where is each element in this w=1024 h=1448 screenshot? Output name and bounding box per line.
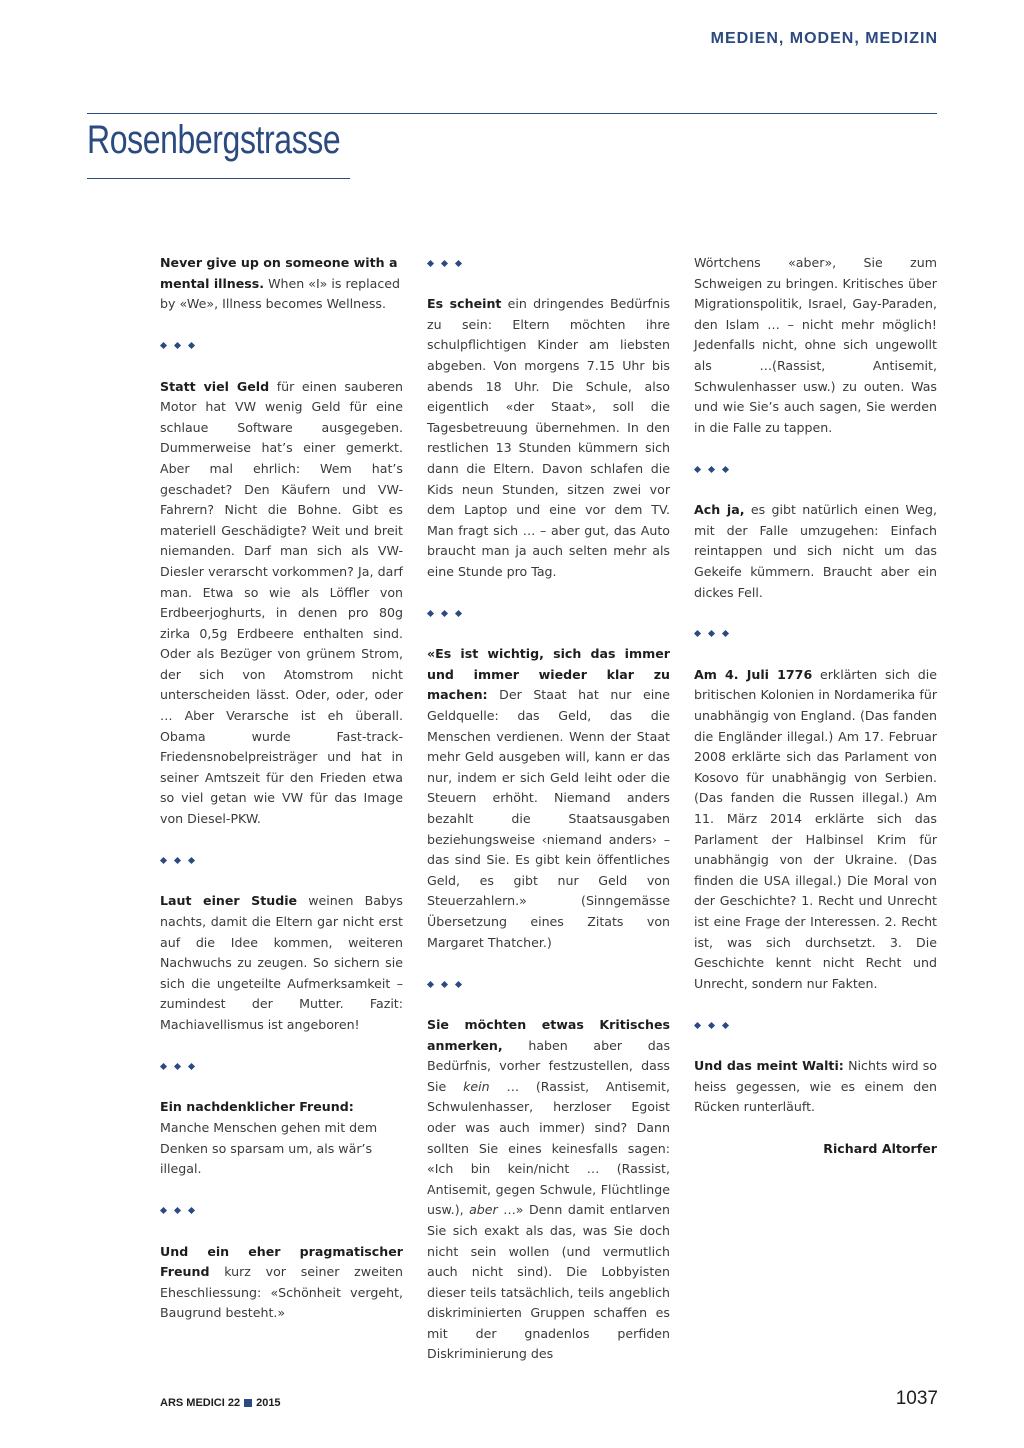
column-3: [694, 253, 937, 1180]
diamond-icon: [174, 1063, 181, 1070]
lead-text: Und ein eher pragmatischer Freund: [160, 1243, 403, 1280]
diamond-icon: [160, 342, 167, 349]
title-underline: [87, 178, 350, 179]
diamond-icon: [455, 260, 462, 267]
diamond-icon: [694, 630, 701, 637]
diamond-icon: [427, 610, 434, 617]
author-name: Richard Altorfer: [823, 1140, 937, 1156]
column-1: [160, 253, 403, 1344]
body-text: weinen Babys nachts, damit die Eltern gar nicht erst auf die Idee kommen, weiteren Nachwuchs zu zeugen. So sichern sie sich die ungeteilte Aufmerksamkeit – zumindest der Mutter. Fazit: Machiavellismus ist angeboren!: [160, 893, 403, 1032]
diamond-icon: [708, 1022, 715, 1029]
body-text: kurz vor seiner zweiten Eheschliessung: «Schönheit vergeht, Baugrund besteht.»: [160, 1264, 403, 1321]
paragraph: [694, 1056, 937, 1118]
diamond-icon: [455, 610, 462, 617]
lead-text: Laut einer Studie: [160, 893, 298, 909]
diamond-icon: [160, 1063, 167, 1070]
lead-text: «Es ist wichtig, sich das immer und immer wieder klar zu machen:: [427, 646, 670, 703]
diamond-icon: [427, 260, 434, 267]
lead-text: Ach ja,: [694, 502, 745, 518]
lead-text: Never give up on someone with a mental illness.: [160, 255, 398, 291]
square-icon: [244, 1399, 252, 1407]
diamond-icon: [441, 610, 448, 617]
diamond-icon: [160, 1207, 167, 1214]
lead-text: Statt viel Geld: [160, 378, 270, 394]
paragraph: [694, 665, 937, 995]
body-text: Nichts wird so heiss gegessen, wie es einem den Rücken runterläuft.: [694, 1058, 937, 1115]
paragraph: [427, 294, 670, 582]
diamond-icon: [188, 1207, 195, 1214]
journal-footer: [160, 1397, 281, 1409]
diamond-icon: [708, 466, 715, 473]
diamond-icon: [441, 981, 448, 988]
diamond-icon: [455, 981, 462, 988]
diamond-icon: [722, 630, 729, 637]
page-number: 1037: [895, 1388, 938, 1409]
diamond-icon: [160, 857, 167, 864]
diamond-icon: [174, 1207, 181, 1214]
diamond-icon: [188, 857, 195, 864]
body-text: Manche Menschen gehen mit dem Denken so sparsam um, als wär’s illegal.: [160, 1119, 378, 1177]
diamond-icon: [174, 857, 181, 864]
body-text: Wörtchens «aber», Sie zum Schweigen zu bringen. Kritisches über Migrationspolitik, Israel, Gay-Paraden, den Islam … – nicht mehr möglich! Jedenfalls nicht, ohne sich ungewollt als …(Rassist, Antisemit, Schwulenhasser usw.) zu outen. Was und wie Sie’s auch sagen, Sie werden in die Falle zu tappen.: [694, 255, 937, 435]
emphasis-text: aber: [469, 1202, 498, 1218]
lead-text: Es scheint: [427, 296, 502, 312]
body-text: erklärten sich die britischen Kolonien in Nordamerika für unabhängig von England. (Das fanden die Engländer illegal.) Am 17. Februar 2008 erklärte sich das Parlament von Kosovo für unabhängig von Serbien. (Das fanden die Russen illegal.) Am 11. März 2014 erklärte sich das Parlament der Halbinsel Krim für unabhängig von der Ukraine. (Das finden die USA illegal.) Die Moral von der Geschichte? 1. Recht und Unrecht ist eine Frage der Interessen. 2. Recht ist, was sich durchsetzt. 3. Die Geschichte kennt nicht Recht und Unrecht, sondern nur Fakten.: [694, 666, 937, 991]
separator-ornament: [160, 1200, 403, 1221]
paragraph: [160, 1242, 403, 1324]
diamond-icon: [188, 342, 195, 349]
lead-text: Ein nachdenklicher Freund:: [160, 1099, 354, 1115]
diamond-icon: [441, 260, 448, 267]
separator-ornament: [160, 850, 403, 871]
emphasis-text: kein: [463, 1078, 490, 1094]
paragraph: [694, 253, 937, 438]
diamond-icon: [427, 981, 434, 988]
separator-ornament: [427, 974, 670, 995]
paragraph: [694, 500, 937, 603]
paragraph: [160, 1097, 403, 1179]
diamond-icon: [722, 1022, 729, 1029]
separator-ornament: [427, 603, 670, 624]
top-rule: [87, 113, 937, 114]
body-text: es gibt natürlich einen Weg, mit der Falle umzugehen: Einfach reintappen und sich nicht um das Gekeife kümmern. Braucht aber ein dickes Fell.: [694, 502, 937, 600]
body-text: für einen sauberen Motor hat VW wenig Geld für eine schlaue Software ausgegeben. Dummerweise hat’s einer gemerkt. Aber mal ehrlich: Wem hat’s geschadet? Den Käufern und VW-Fahrern? Nicht die Bohne. Gibt es materiell Geschädigte? Weit und breit niemanden. Darf man sich als VW-Diesler verarscht vorkommen? Ja, darf man. Etwa so wie als Löffler von Erdbeerjoghurts, in denen pro 80g zirka 0,5g Erdbeere enthalten sind. Oder als Bezüger von grünem Strom, der sich von Atomstrom nicht unterscheiden lässt. Oder, oder, oder … Aber Verarsche ist eh überall. Obama wurde Fast-track-Friedensnobelpreisträger und hat in seiner Amtszeit für den Frieden etwa so viel getan wie VW für das Image von Diesel-PKW.: [160, 378, 403, 827]
lead-text: Am 4. Juli 1776: [694, 666, 813, 682]
separator-ornament: [160, 335, 403, 356]
paragraph: [160, 377, 403, 830]
separator-ornament: [694, 459, 937, 480]
lead-text: Sie möchten etwas Kritisches anmerken,: [427, 1016, 670, 1053]
journal-name: ARS MEDICI 22: [160, 1397, 241, 1409]
column-2: [427, 253, 670, 1386]
lead-text: Und das meint Walti:: [694, 1058, 844, 1074]
diamond-icon: [694, 466, 701, 473]
paragraph: [427, 644, 670, 953]
body-text: …» Denn damit entlarven Sie sich exakt als das, was Sie doch nicht sein wollen (und vermutlich auch nicht sind). Die Lobbyisten dieser teils tatsächlich, teils angeblich diskriminierten Gruppen schaffen es mit der gnadenlos perfiden Diskriminierung des: [427, 1202, 671, 1362]
body-text: ein dringendes Bedürfnis zu sein: Eltern möchten ihre schulpflichtigen Kinder am liebsten abgeben. Von morgens 7.15 Uhr bis abends 18 Uhr. Die Schule, also eigentlich «der Staat», soll die Tagesbetreuung übernehmen. In den restlichen 13 Stunden kümmern sich dann die Eltern. Davon schlafen die Kids neun Stunden, sitzen zwei vor dem Laptop und eine vor dem TV. Man fragt sich … – aber gut, das Auto braucht man ja auch selten mehr als eine Stunde pro Tag.: [427, 296, 671, 579]
paragraph: [427, 1015, 670, 1365]
diamond-icon: [174, 342, 181, 349]
journal-year: 2015: [256, 1397, 281, 1409]
separator-ornament: [694, 1015, 937, 1036]
paragraph: [160, 891, 403, 1035]
separator-ornament: [160, 1056, 403, 1077]
body-text: haben aber das Bedürfnis, vorher festzustellen, dass Sie: [427, 1037, 670, 1094]
diamond-icon: [708, 630, 715, 637]
paragraph: [160, 253, 403, 315]
separator-ornament: [694, 624, 937, 645]
diamond-icon: [694, 1022, 701, 1029]
separator-ornament: [427, 253, 670, 274]
body-text: Der Staat hat nur eine Geldquelle: das Geld, das die Menschen verdienen. Wenn der Staat mehr Geld ausgeben will, kann er das nur, indem er sich Geld leiht oder die Steuern erhöht. Niemand anders bezahlt die Staatsausgaben beziehungsweise ‹niemand anders› – das sind Sie. Es gibt kein öffentliches Geld, es gibt nur Geld von Steuerzahlern.» (Sinngemässe Übersetzung eines Zitats von Margaret Thatcher.): [427, 687, 670, 950]
page-title: Rosenbergstrasse: [87, 118, 341, 162]
body-text: When «I» is replaced by «We», Illness becomes Wellness.: [160, 275, 400, 312]
diamond-icon: [188, 1063, 195, 1070]
body-text: … (Rassist, Antisemit, Schwulenhasser, herzloser Egoist oder was auch immer) sind? Dann sollten Sie eines keinesfalls sagen: «Ich bin kein/nicht … (Rassist, Antisemit, gegen Schwule, Flüchtlinge usw.),: [427, 1078, 670, 1218]
diamond-icon: [722, 466, 729, 473]
section-label: MEDIEN, MODEN, MEDIZIN: [710, 30, 938, 47]
